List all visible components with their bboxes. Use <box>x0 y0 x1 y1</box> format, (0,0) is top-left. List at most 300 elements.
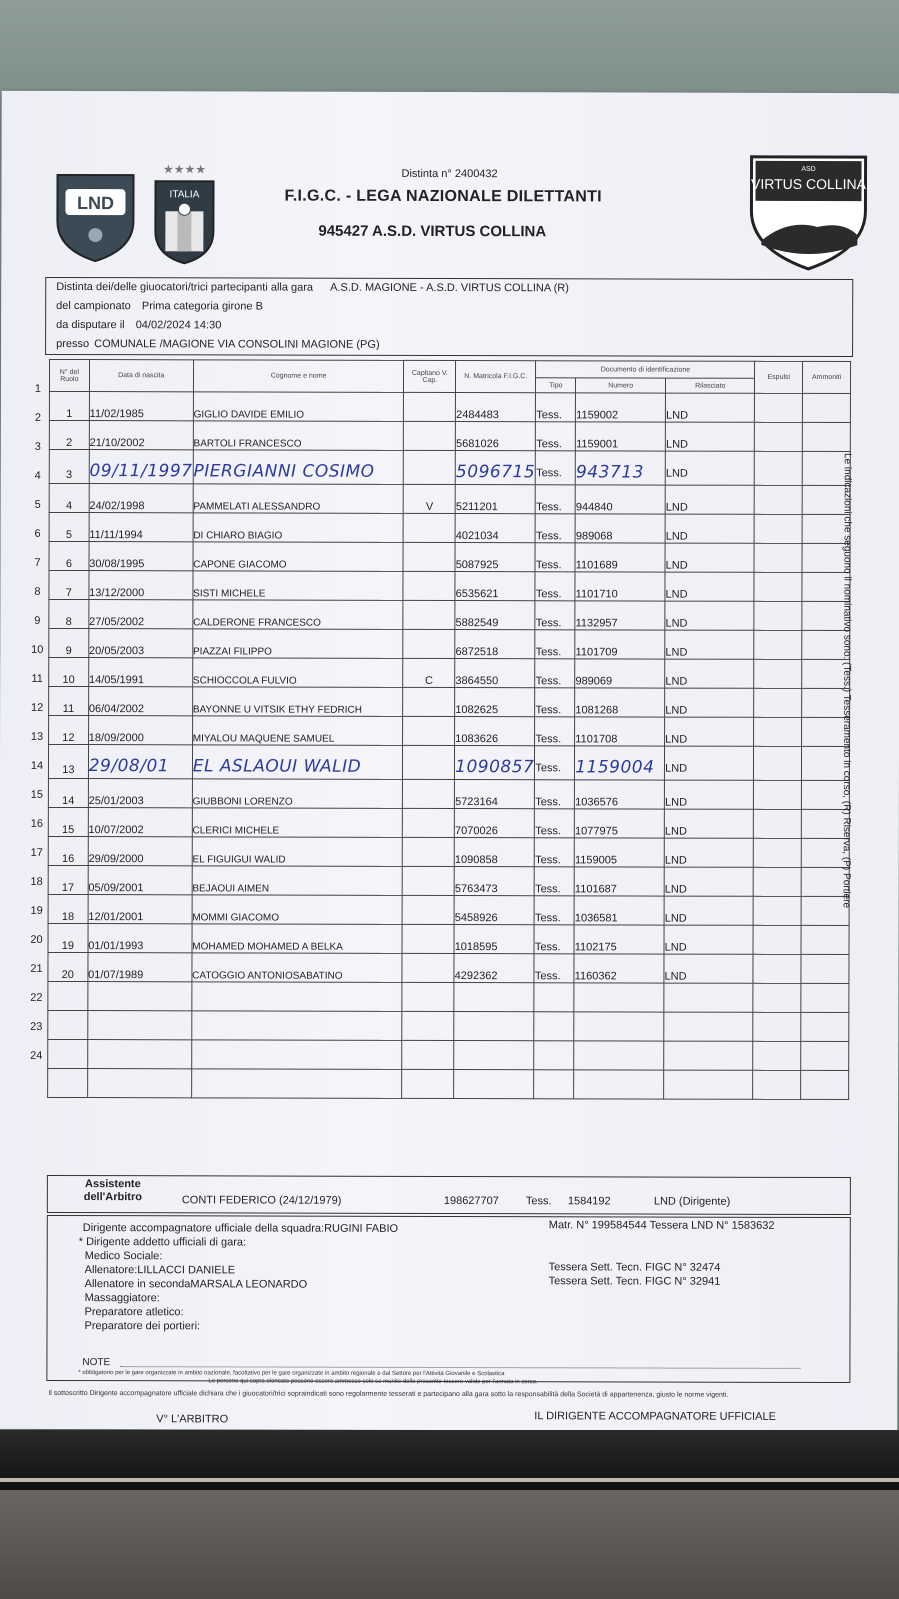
player-ruolo <box>48 1039 88 1068</box>
player-doc-rilasciato: LND <box>666 393 755 422</box>
table-row <box>48 981 849 1012</box>
player-doc-numero: 1101708 <box>575 717 665 746</box>
player-name <box>191 1040 402 1070</box>
assistant-name: CONTI FEDERICO (24/12/1979) <box>181 1194 342 1207</box>
medico-line: Medico Sociale: <box>84 1250 163 1263</box>
player-espulsi <box>753 1012 801 1041</box>
player-birthdate: 01/07/1989 <box>88 953 192 982</box>
campionato-value: Prima categoria girone B <box>141 300 263 313</box>
player-doc-rilasciato: LND <box>665 485 754 514</box>
player-doc-numero: 1101710 <box>575 572 665 601</box>
player-espulsi <box>754 572 802 601</box>
player-birthdate: 21/10/2002 <box>89 421 193 450</box>
player-name: MOMMI GIACOMO <box>192 895 403 925</box>
row-number: 3 <box>34 440 41 453</box>
player-doc-numero: 1159001 <box>576 422 666 451</box>
col-espulsi: Espulsi <box>755 361 803 393</box>
player-ruolo: 4 <box>49 483 89 512</box>
player-matricola: 3864550 <box>455 659 535 688</box>
player-birthdate: 12/01/2001 <box>88 895 192 924</box>
table-row <box>49 391 850 422</box>
player-espulsi <box>754 659 802 688</box>
player-name: SISTI MICHELE <box>193 571 404 601</box>
svg-text:★★★★: ★★★★ <box>163 162 207 177</box>
player-captain <box>402 924 454 953</box>
row-number: 12 <box>30 701 44 714</box>
player-birthdate: 13/12/2000 <box>89 571 193 600</box>
player-captain: V <box>404 484 456 513</box>
row-number: 6 <box>34 527 41 540</box>
player-name: BEJAOUI AIMEN <box>192 866 403 896</box>
player-captain <box>402 1011 454 1040</box>
col-capitano: Capitano V. Cap. <box>404 360 456 392</box>
player-name: CAPONE GIACOMO <box>193 542 404 572</box>
player-captain <box>403 571 455 600</box>
player-doc-tipo: Tess. <box>535 630 575 659</box>
player-name: CLERICI MICHELE <box>192 808 403 838</box>
player-doc-tipo: Tess. <box>535 572 575 601</box>
arbitro-signature-label: V° L'ARBITRO <box>156 1413 229 1426</box>
svg-text:VIRTUS COLLINA: VIRTUS COLLINA <box>751 175 866 193</box>
player-matricola: 2484483 <box>456 393 536 422</box>
player-birthdate: 24/02/1998 <box>89 484 193 513</box>
player-matricola <box>454 1041 534 1070</box>
player-doc-rilasciato <box>664 1012 753 1041</box>
vice-allenatore-line: Allenatore in secondaMARSALA LEONARDO <box>84 1278 308 1291</box>
table-row <box>49 599 850 630</box>
row-number: 8 <box>34 585 41 598</box>
player-captain <box>404 513 456 542</box>
player-espulsi <box>754 630 802 659</box>
player-birthdate: 20/05/2003 <box>89 629 193 658</box>
svg-text:ITALIA: ITALIA <box>169 189 200 201</box>
player-ruolo: 16 <box>48 836 88 865</box>
player-doc-tipo: Tess. <box>535 780 575 809</box>
player-doc-rilasciato: LND <box>665 746 754 780</box>
player-name <box>191 1069 402 1099</box>
player-captain <box>403 629 455 658</box>
table-row <box>48 1010 849 1041</box>
player-ruolo: 12 <box>49 715 89 744</box>
player-doc-numero: 989068 <box>575 514 665 543</box>
player-doc-numero: 1159004 <box>575 746 665 780</box>
player-doc-rilasciato: LND <box>664 838 753 867</box>
col-matricola: N. Matricola F.I.G.C. <box>456 361 536 393</box>
row-number: 1 <box>34 382 42 395</box>
player-doc-tipo: Tess. <box>535 659 575 688</box>
player-name: CALDERONE FRANCESCO <box>193 600 404 630</box>
preparatore-line: Preparatore atletico: <box>84 1306 184 1319</box>
player-name: CATOGGIO ANTONIOSABATINO <box>192 953 403 983</box>
player-ruolo: 5 <box>49 512 89 541</box>
svg-text:LND: LND <box>76 193 114 214</box>
match-info <box>45 277 853 357</box>
massaggiatore-line: Massaggiatore: <box>84 1292 160 1305</box>
player-matricola: 5096715 <box>455 451 535 485</box>
table-row <box>48 1039 849 1070</box>
player-captain <box>403 600 455 629</box>
gara-value: A.S.D. MAGIONE - A.S.D. VIRTUS COLLINA (R) <box>330 281 569 295</box>
row-number: 10 <box>31 643 44 656</box>
player-doc-rilasciato: LND <box>665 717 754 746</box>
player-captain <box>402 982 454 1011</box>
player-name: BARTOLI FRANCESCO <box>193 421 404 451</box>
player-doc-numero <box>574 1012 664 1041</box>
player-doc-numero: 1159002 <box>576 393 666 422</box>
player-doc-numero: 989069 <box>575 659 665 688</box>
assistant-numero: 1584192 <box>567 1195 611 1208</box>
player-captain: C <box>403 658 455 687</box>
row-number: 23 <box>30 1020 43 1033</box>
table-row <box>49 570 850 601</box>
player-ruolo: 14 <box>48 778 88 807</box>
footnote-tessere: Le persone qui sopra elencate possono essere ammesse solo se munite delle prescritte tessere valide per l'annata in corso. <box>208 1378 538 1386</box>
player-birthdate <box>87 1069 191 1098</box>
player-birthdate: 18/09/2000 <box>88 716 192 745</box>
table-row <box>48 865 849 896</box>
player-doc-tipo <box>534 1041 574 1070</box>
player-birthdate: 29/09/2000 <box>88 837 192 866</box>
table-row <box>48 952 849 983</box>
player-ruolo: 1 <box>49 391 89 420</box>
players-table <box>47 359 851 1100</box>
player-birthdate: 25/01/2003 <box>88 779 192 808</box>
player-espulsi <box>755 451 803 485</box>
player-ruolo: 7 <box>49 570 89 599</box>
presso-line: presso COMUNALE /MAGIONE VIA CONSOLINI MAGIONE (PG) <box>56 337 380 351</box>
player-name: PIERGIANNI COSIMO <box>193 450 404 485</box>
player-ruolo: 17 <box>48 865 88 894</box>
player-name: MIYALOU MAQUENE SAMUEL <box>192 716 403 746</box>
row-number: 16 <box>30 817 43 830</box>
background-floor <box>0 1490 899 1599</box>
addetto-line: * Dirigente addetto ufficiali di gara: <box>78 1236 247 1249</box>
player-captain <box>403 716 455 745</box>
player-doc-tipo: Tess. <box>535 601 575 630</box>
player-doc-numero: 1132957 <box>575 601 665 630</box>
player-espulsi <box>754 543 802 572</box>
row-number: 7 <box>34 556 41 569</box>
player-name: BAYONNE U VITSIK ETHY FEDRICH <box>192 687 403 717</box>
player-espulsi <box>755 485 803 514</box>
player-doc-tipo: Tess. <box>536 451 576 485</box>
player-espulsi <box>754 688 802 717</box>
player-matricola: 1090858 <box>454 838 534 867</box>
player-ammoniti <box>801 1012 849 1041</box>
player-matricola: 1090857 <box>455 746 535 780</box>
player-doc-tipo: Tess. <box>536 485 576 514</box>
table-row <box>49 715 850 746</box>
player-doc-numero: 1036576 <box>575 780 665 809</box>
player-espulsi <box>754 838 802 867</box>
player-matricola: 5882549 <box>455 601 535 630</box>
player-ammoniti <box>802 422 850 451</box>
player-ammoniti <box>801 1070 849 1099</box>
player-matricola: 1083626 <box>455 717 535 746</box>
row-number: 9 <box>34 614 41 627</box>
player-espulsi <box>754 717 802 746</box>
assistant-matricola: 198627707 <box>443 1194 499 1208</box>
player-espulsi <box>755 422 803 451</box>
player-doc-tipo: Tess. <box>535 867 575 896</box>
player-doc-numero <box>574 1070 664 1099</box>
player-doc-tipo <box>534 1012 574 1041</box>
player-doc-numero: 1036581 <box>574 896 664 925</box>
side-legend-text: Le indicazioni che seguono il nominativo sono: (Tess.) Tesseramento in corso, (R) Riserva, (P) Portiere <box>840 453 853 909</box>
player-matricola: 4292362 <box>454 954 534 983</box>
player-captain <box>403 866 455 895</box>
dirigente-matricola: Matr. N° 199584544 Tessera LND N° 1583632 <box>548 1219 775 1232</box>
player-doc-rilasciato: LND <box>664 925 753 954</box>
data-value: 04/02/2024 14:30 <box>135 319 222 332</box>
player-doc-numero: 1160362 <box>574 954 664 983</box>
match-sheet <box>0 91 899 1431</box>
col-rilasciato: Rilasciato <box>666 378 755 393</box>
player-name: EL FIGUIGUI WALID <box>192 837 403 867</box>
player-doc-tipo: Tess. <box>536 393 576 422</box>
row-number: 18 <box>30 875 43 888</box>
footnote-obbligatorio: * obbligatorio per le gare organizzate in ambito nazionale, facoltativo per le gare organizzate in ambito regionale e dal Settore per l'Attività Giovanile e Scolastica <box>78 1370 505 1378</box>
player-doc-numero: 1101709 <box>575 630 665 659</box>
row-number: 5 <box>34 498 41 511</box>
player-matricola: 5763473 <box>454 867 534 896</box>
player-doc-rilasciato: LND <box>665 543 754 572</box>
vice-allenatore-tessera: Tessera Sett. Tecn. FIGC N° 32941 <box>548 1275 721 1288</box>
assistant-rilasciato: LND (Dirigente) <box>653 1195 731 1208</box>
player-doc-tipo: Tess. <box>534 925 574 954</box>
player-doc-tipo: Tess. <box>535 838 575 867</box>
player-doc-tipo: Tess. <box>534 954 574 983</box>
row-number: 17 <box>30 846 43 859</box>
table-row <box>48 836 849 867</box>
col-nome: Cognome e nome <box>193 360 404 393</box>
player-birthdate: 29/08/01 <box>88 745 192 779</box>
row-number: 4 <box>34 469 41 482</box>
player-doc-numero: 1081268 <box>575 688 665 717</box>
table-row <box>49 657 850 688</box>
table-row <box>48 894 849 925</box>
player-ruolo: 11 <box>49 686 89 715</box>
row-number: 11 <box>31 672 43 685</box>
side-legend <box>837 453 854 993</box>
player-name <box>192 1011 403 1041</box>
dirigente-line: Dirigente accompagnatore ufficiale della squadra:RUGINI FABIO <box>82 1222 399 1235</box>
player-matricola: 5087925 <box>455 543 535 572</box>
portieri-line: Preparatore dei portieri: <box>84 1320 201 1333</box>
player-doc-rilasciato: LND <box>665 572 754 601</box>
player-birthdate: 01/01/1993 <box>88 924 192 953</box>
player-ruolo <box>48 981 88 1010</box>
league-title: F.I.G.C. - LEGA NAZIONALE DILETTANTI <box>284 187 602 206</box>
player-captain <box>403 542 455 571</box>
table-row <box>49 541 850 572</box>
table-row <box>49 420 850 451</box>
player-ruolo: 3 <box>49 449 89 483</box>
player-ruolo <box>48 1068 88 1097</box>
player-espulsi <box>753 1041 801 1070</box>
player-doc-rilasciato: LND <box>665 659 754 688</box>
assistant-referee-row <box>47 1175 851 1215</box>
player-matricola: 6535621 <box>455 572 535 601</box>
player-doc-rilasciato <box>664 1041 753 1070</box>
player-name: PAMMELATI ALESSANDRO <box>193 484 404 514</box>
player-doc-tipo <box>534 983 574 1012</box>
player-matricola: 5458926 <box>454 896 534 925</box>
player-doc-tipo: Tess. <box>534 896 574 925</box>
player-ruolo: 18 <box>48 894 88 923</box>
table-header <box>50 359 851 378</box>
player-espulsi <box>755 514 803 543</box>
player-doc-rilasciato <box>664 1070 753 1099</box>
player-doc-rilasciato: LND <box>664 896 753 925</box>
player-doc-numero: 1101687 <box>574 867 664 896</box>
player-captain <box>403 779 455 808</box>
player-espulsi <box>754 809 802 838</box>
player-doc-tipo: Tess. <box>535 809 575 838</box>
player-doc-tipo: Tess. <box>535 717 575 746</box>
player-doc-rilasciato: LND <box>664 954 753 983</box>
player-name: EL ASLAOUI WALID <box>192 745 403 780</box>
player-ruolo: 20 <box>48 952 88 981</box>
player-matricola <box>454 1012 534 1041</box>
player-matricola: 5211201 <box>455 485 535 514</box>
player-captain <box>402 953 454 982</box>
player-ruolo: 10 <box>49 657 89 686</box>
table-row <box>48 744 849 780</box>
background-wall <box>0 0 899 95</box>
player-doc-numero: 943713 <box>575 451 665 485</box>
allenatore-tessera: Tessera Sett. Tecn. FIGC N° 32474 <box>548 1261 721 1274</box>
player-espulsi <box>754 780 802 809</box>
player-ruolo: 8 <box>49 599 89 628</box>
row-number: 21 <box>30 962 43 975</box>
player-captain <box>403 808 455 837</box>
svg-text:ASD: ASD <box>801 165 816 173</box>
player-birthdate: 10/07/2002 <box>88 808 192 837</box>
presso-value: COMUNALE /MAGIONE VIA CONSOLINI MAGIONE (PG) <box>94 338 380 351</box>
player-captain <box>403 745 455 779</box>
table-row <box>48 807 849 838</box>
row-number: 24 <box>30 1049 43 1062</box>
row-number-column <box>27 375 47 1071</box>
player-doc-tipo: Tess. <box>535 746 575 780</box>
player-captain <box>402 1040 454 1069</box>
dirigente-signature-label: IL DIRIGENTE ACCOMPAGNATORE UFFICIALE <box>534 1410 776 1423</box>
assistant-tipo: Tess. <box>525 1195 552 1208</box>
player-ammoniti <box>803 393 851 422</box>
player-captain <box>403 895 455 924</box>
note-label: NOTE <box>82 1357 111 1369</box>
table-row <box>48 778 849 809</box>
lnd-logo <box>53 171 137 263</box>
row-number: 20 <box>30 933 43 946</box>
player-name <box>192 982 403 1012</box>
player-ruolo: 13 <box>48 744 88 778</box>
player-name: MOHAMED MOHAMED A BELKA <box>192 924 403 954</box>
background-floor-line <box>0 1478 899 1482</box>
player-captain <box>404 392 456 421</box>
player-doc-rilasciato: LND <box>665 451 754 485</box>
player-doc-tipo: Tess. <box>535 688 575 717</box>
row-number: 2 <box>34 411 41 424</box>
player-espulsi <box>753 954 801 983</box>
virtus-collina-logo <box>747 153 869 273</box>
player-captain <box>403 687 455 716</box>
player-birthdate: 14/05/1991 <box>88 658 192 687</box>
table-row <box>49 449 850 485</box>
player-doc-tipo <box>534 1070 574 1099</box>
figc-italia-logo <box>151 161 217 265</box>
col-ammoniti: Ammoniti <box>803 361 851 393</box>
player-birthdate: 06/04/2002 <box>88 687 192 716</box>
player-doc-numero: 1101689 <box>575 543 665 572</box>
row-number: 19 <box>30 904 43 917</box>
player-espulsi <box>754 746 802 780</box>
player-doc-rilasciato: LND <box>665 422 754 451</box>
player-espulsi <box>753 925 801 954</box>
player-doc-rilasciato: LND <box>664 867 753 896</box>
col-ruolo: N° del Ruolo <box>49 359 89 391</box>
player-matricola: 5681026 <box>456 422 536 451</box>
row-number: 15 <box>30 788 44 801</box>
player-name: PIAZZAI FILIPPO <box>193 629 404 659</box>
player-doc-rilasciato <box>664 983 753 1012</box>
player-name: GIGLIO DAVIDE EMILIO <box>193 392 404 422</box>
row-number: 14 <box>30 759 44 772</box>
player-birthdate: 27/05/2002 <box>89 600 193 629</box>
player-captain <box>402 1069 454 1098</box>
player-ruolo: 9 <box>49 628 89 657</box>
col-numero: Numero <box>576 378 666 393</box>
player-ammoniti <box>801 1041 849 1070</box>
player-espulsi <box>753 1070 801 1099</box>
distinta-number: Distinta n° 2400432 <box>401 167 498 181</box>
player-captain <box>403 837 455 866</box>
player-birthdate <box>88 982 192 1011</box>
player-matricola: 5723164 <box>455 780 535 809</box>
table-row <box>48 923 849 954</box>
player-matricola: 6872518 <box>455 630 535 659</box>
player-doc-tipo: Tess. <box>535 543 575 572</box>
player-espulsi <box>753 983 801 1012</box>
player-name: GIUBBONI LORENZO <box>192 779 403 809</box>
data-line: da disputare il 04/02/2024 14:30 <box>56 318 222 332</box>
player-doc-rilasciato: LND <box>664 809 753 838</box>
player-doc-numero: 1077975 <box>575 809 665 838</box>
player-ruolo: 15 <box>48 807 88 836</box>
player-doc-numero: 1159005 <box>574 838 664 867</box>
player-birthdate: 30/08/1995 <box>89 542 193 571</box>
player-birthdate <box>88 1011 192 1040</box>
player-doc-numero: 944840 <box>575 485 665 514</box>
player-matricola: 1082625 <box>455 688 535 717</box>
table-row <box>48 1068 849 1099</box>
player-birthdate: 11/11/1994 <box>89 513 193 542</box>
player-birthdate: 05/09/2001 <box>88 866 192 895</box>
player-ruolo: 2 <box>49 420 89 449</box>
player-ruolo: 6 <box>49 541 89 570</box>
row-number: 22 <box>30 991 43 1004</box>
declaration-text: Il sottoscritto Dirigente accompagnatore ufficiale dichiara che i giuocatori/trici sopraindicati sono regolarmente tesserati e partecipano alla gara sotto la responsabilità della Società di appartenenza, giusto le norme vigenti. <box>48 1389 729 1399</box>
player-birthdate: 09/11/1997 <box>89 450 193 484</box>
club-title: 945427 A.S.D. VIRTUS COLLINA <box>318 222 547 241</box>
assistant-label: Assistente dell'Arbitro <box>83 1178 142 1204</box>
player-doc-rilasciato: LND <box>665 688 754 717</box>
player-name: SCHIOCCOLA FULVIO <box>192 658 403 688</box>
player-doc-numero <box>574 983 664 1012</box>
player-ruolo: 19 <box>48 923 88 952</box>
col-nascita: Data di nascita <box>89 360 193 392</box>
